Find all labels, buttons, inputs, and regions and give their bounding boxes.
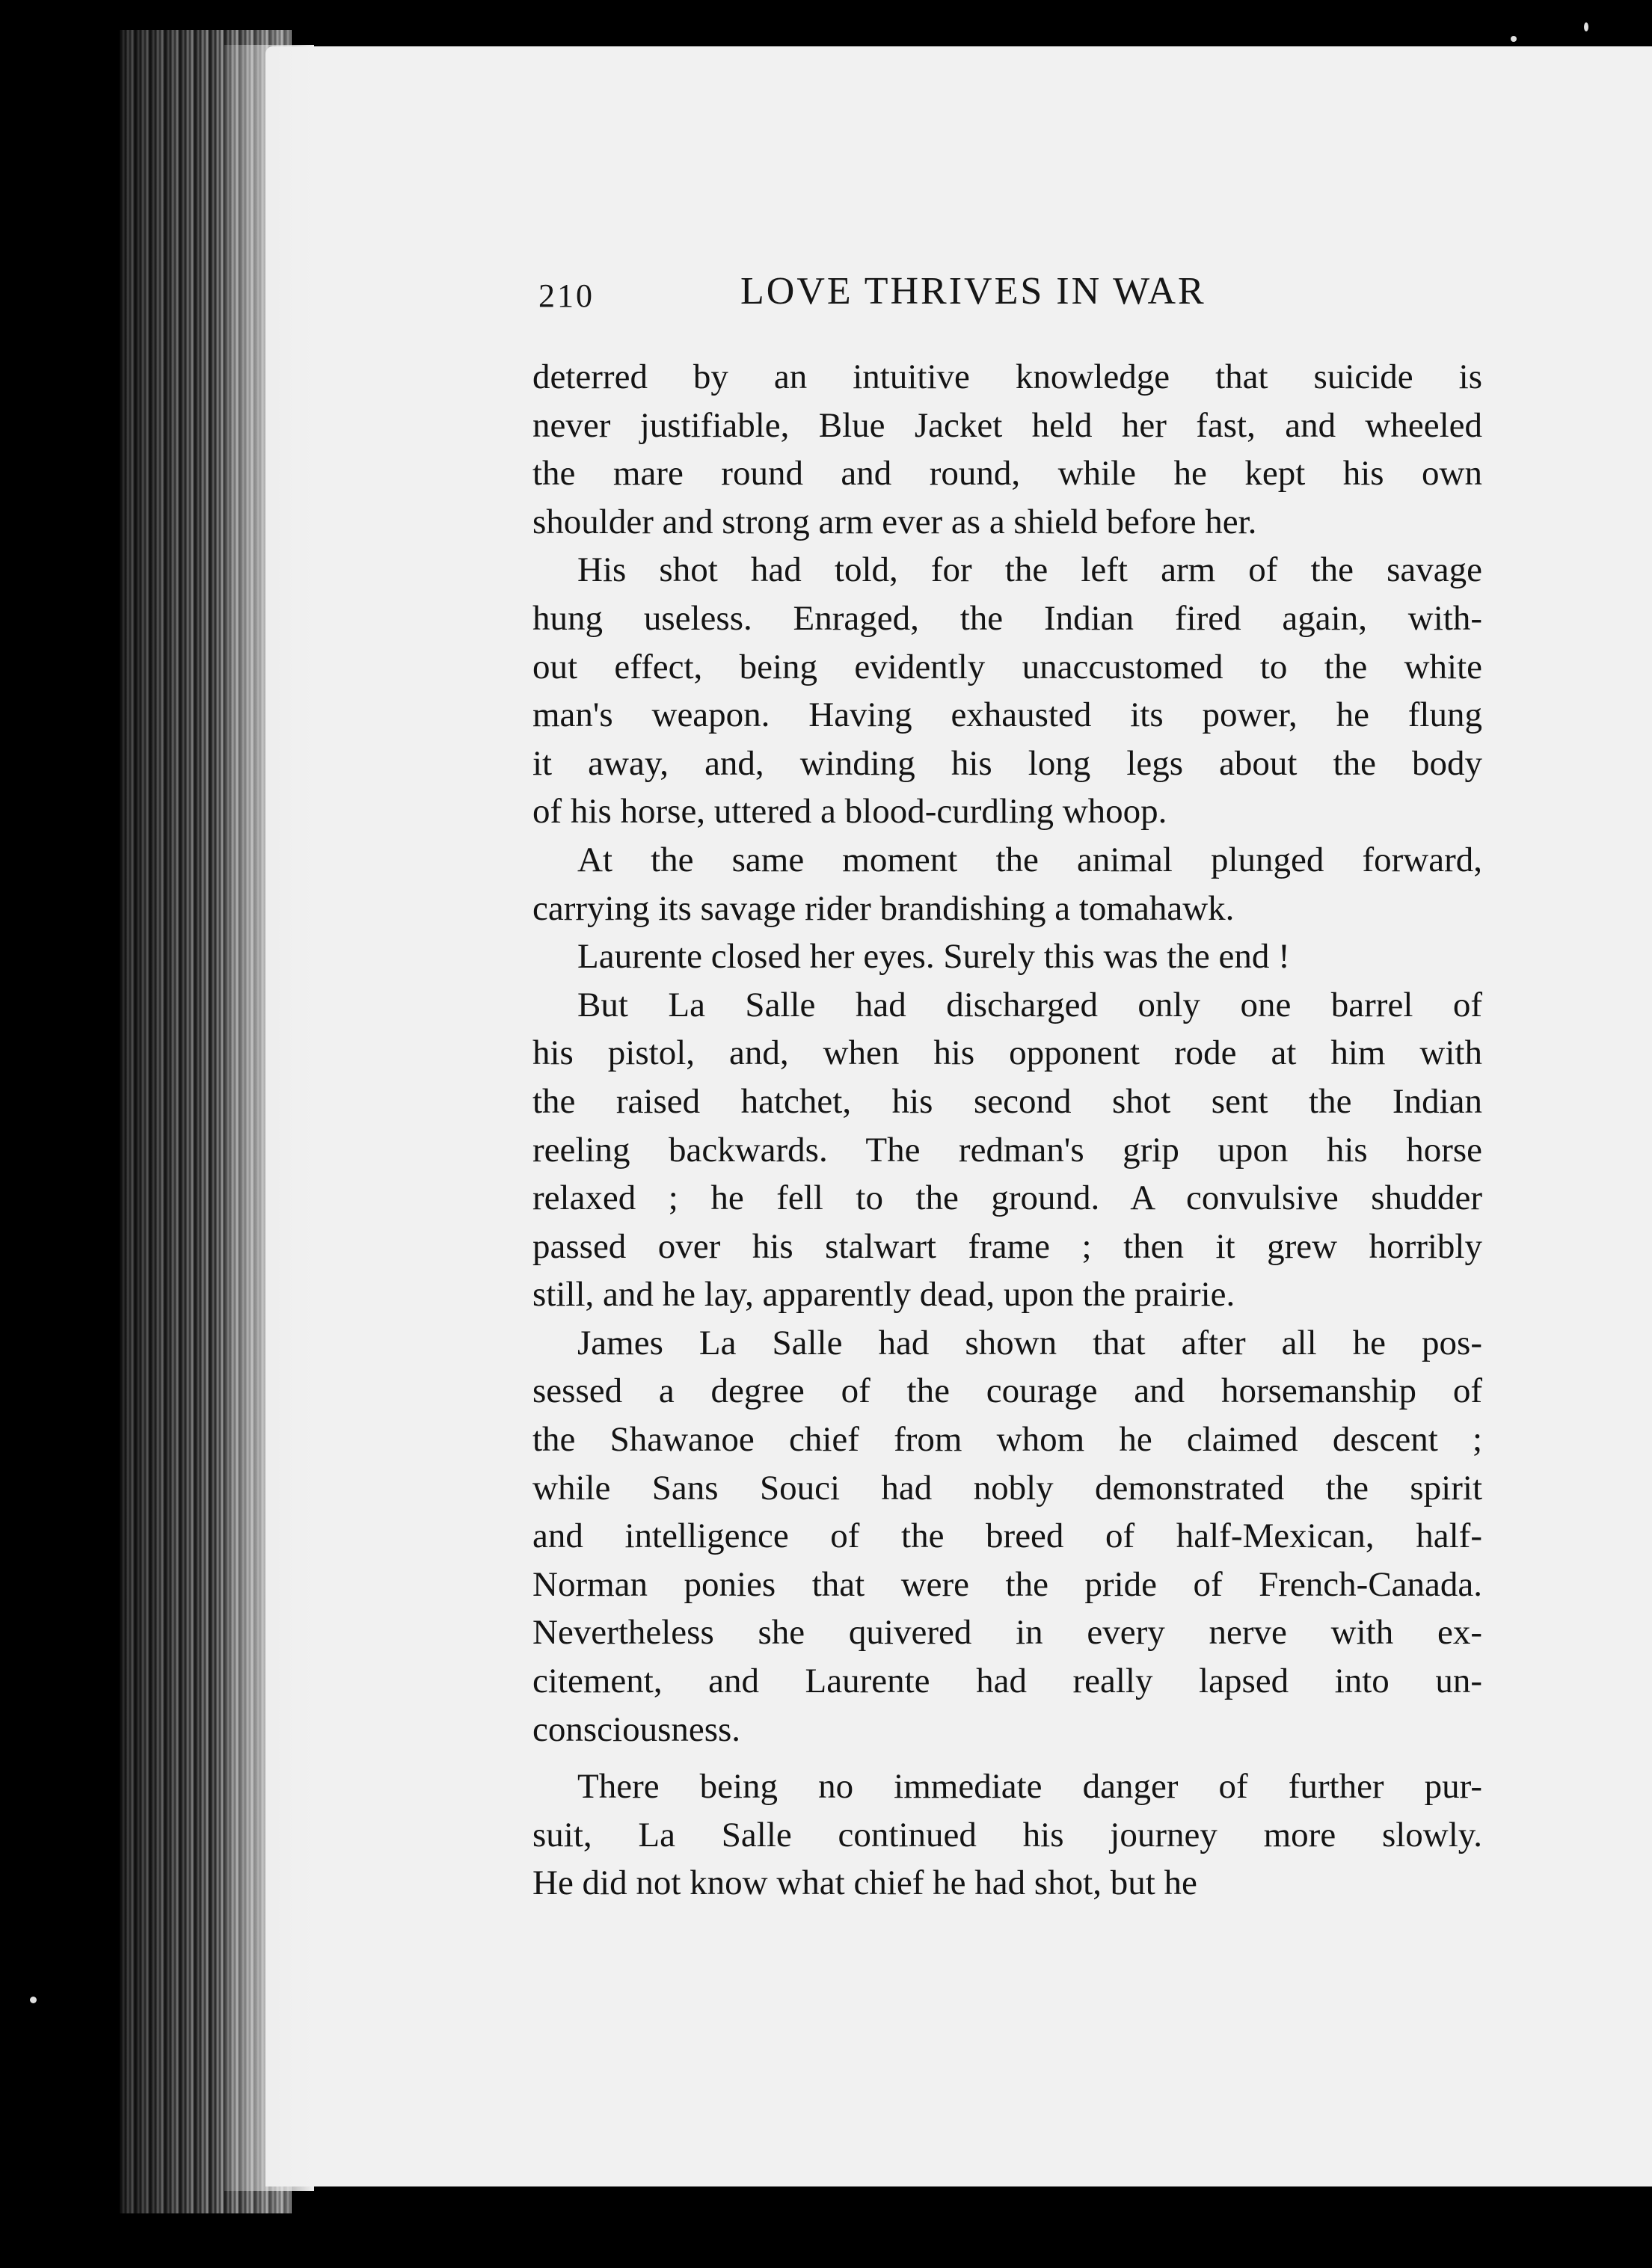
text-line: carrying its savage rider brandishing a tomahawk. — [532, 888, 1235, 928]
text-line: consciousness. — [532, 1709, 741, 1749]
text-line: reeling backwards. The redman's grip upon his horse — [532, 1130, 1482, 1170]
text-line: citement, and Laurente had really lapsed into un- — [532, 1662, 1482, 1701]
scan-speck — [30, 1997, 37, 2003]
text-line: of his horse, uttered a blood-curdling whoop. — [532, 792, 1167, 832]
paragraph — [532, 836, 1482, 932]
text-line: Norman ponies that were the pride of French-Canada. — [532, 1564, 1482, 1604]
text-line: his pistol, and, when his opponent rode at him with — [532, 1033, 1482, 1073]
scan-speck — [1511, 36, 1517, 42]
text-line: Nevertheless she quivered in every nerve with ex- — [532, 1613, 1482, 1653]
text-line: the raised hatchet, his second shot sent the Indian — [532, 1081, 1482, 1121]
text-line: James La Salle had shown that after all he pos- — [577, 1323, 1482, 1362]
text-line: never justifiable, Blue Jacket held her fast, and wheeled — [532, 405, 1482, 445]
paragraph-gap — [532, 1754, 1482, 1763]
text-line: There being no immediate danger of further pur- — [577, 1767, 1482, 1807]
text-line: sessed a degree of the courage and horsemanship of — [532, 1371, 1482, 1411]
text-line: while Sans Souci had nobly demonstrated the spirit — [532, 1468, 1482, 1508]
text-line: relaxed ; he fell to the ground. A convulsive shudder — [532, 1178, 1482, 1218]
paragraph — [532, 1319, 1482, 1754]
text-line: But La Salle had discharged only one barrel of — [577, 985, 1482, 1024]
text-line: deterred by an intuitive knowledge that suicide is — [532, 357, 1482, 396]
body-text — [532, 353, 1482, 1908]
paragraph — [532, 932, 1482, 981]
scan-speck — [1584, 22, 1588, 31]
paragraph — [532, 353, 1482, 546]
text-line: His shot had told, for the left arm of the savage — [577, 550, 1482, 590]
paragraph — [532, 546, 1482, 836]
text-line: Laurente closed her eyes. Surely this was the end ! — [577, 937, 1290, 977]
page-header — [538, 269, 1301, 329]
paragraph — [532, 981, 1482, 1319]
text-line: out effect, being evidently unaccustomed to the white — [532, 647, 1482, 686]
text-line: man's weapon. Having exhausted its power, he flung — [532, 695, 1482, 735]
text-line: still, and he lay, apparently dead, upon the prairie. — [532, 1275, 1235, 1315]
text-line: At the same moment the animal plunged forward, — [577, 840, 1482, 879]
text-line: He did not know what chief he had shot, but he — [532, 1863, 1197, 1903]
text-line: the mare round and round, while he kept his own — [532, 454, 1482, 494]
running-title: LOVE THRIVES IN WAR — [740, 270, 1206, 313]
page-number: 210 — [538, 277, 595, 314]
text-line: shoulder and strong arm ever as a shield before her. — [532, 502, 1257, 541]
text-line: hung useless. Enraged, the Indian fired again, with- — [532, 598, 1482, 638]
text-line: passed over his stalwart frame ; then it grew horribly — [532, 1226, 1482, 1266]
page-gutter-shadow — [224, 45, 314, 2191]
paragraph — [532, 1763, 1482, 1908]
text-line: the Shawanoe chief from whom he claimed descent ; — [532, 1420, 1482, 1460]
text-line: and intelligence of the breed of half-Mexican, half- — [532, 1516, 1482, 1556]
text-line: suit, La Salle continued his journey more slowly. — [532, 1815, 1482, 1854]
text-line: it away, and, winding his long legs about the body — [532, 743, 1482, 783]
